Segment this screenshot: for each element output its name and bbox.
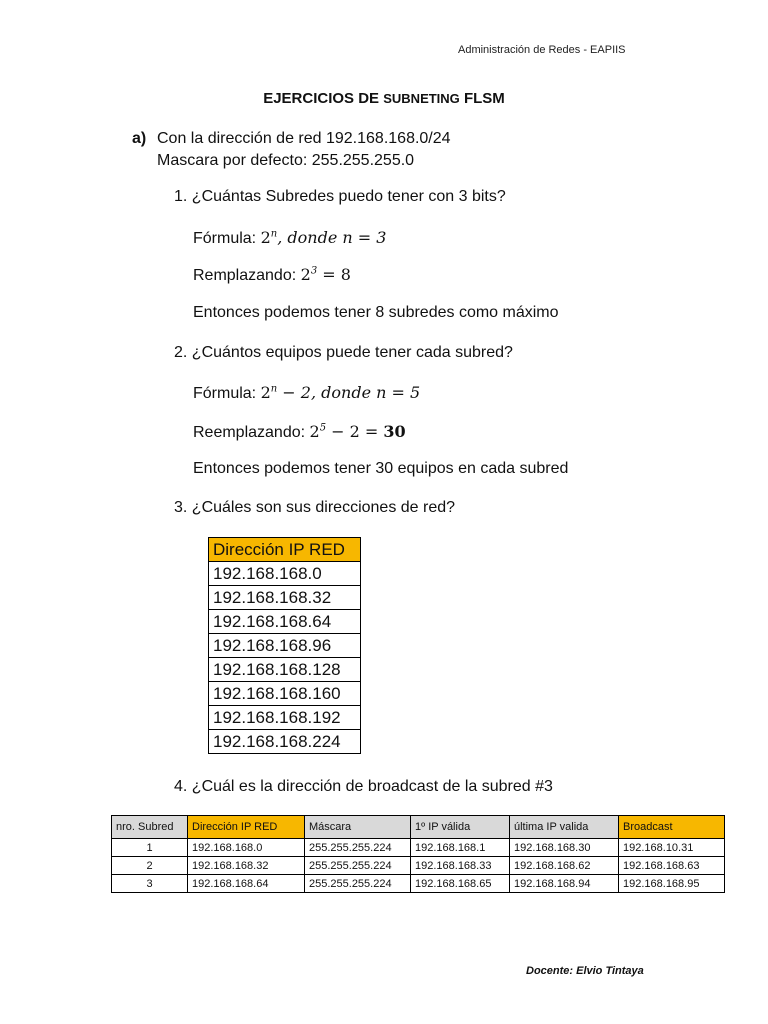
default-mask-line: Mascara por defecto: 255.255.255.0 bbox=[157, 152, 415, 169]
cell-network-address: 192.168.168.0 bbox=[188, 839, 305, 857]
q1-conclusion: Entonces podemos tener 8 subredes como máximo bbox=[193, 304, 559, 321]
q2-replace-result: 30 bbox=[383, 422, 406, 441]
exercise-label: a) bbox=[132, 130, 147, 147]
q1-replace-exponent: 3 bbox=[310, 265, 318, 277]
table-header-cell: Dirección IP RED bbox=[209, 538, 361, 562]
cell-subnet-number: 2 bbox=[112, 857, 188, 875]
question-3: 3. ¿Cuáles son sus direcciones de red? bbox=[174, 499, 456, 516]
subnet-table-header bbox=[112, 816, 725, 839]
document-header: Administración de Redes - EAPIIS bbox=[458, 44, 626, 56]
question-1: 1. ¿Cuántas Subredes puedo tener con 3 bits? bbox=[174, 188, 506, 205]
table-row bbox=[112, 875, 725, 893]
q2-formula bbox=[193, 383, 420, 403]
cell-broadcast: 192.168.168.95 bbox=[619, 875, 725, 893]
address-cell: 192.168.168.128 bbox=[209, 658, 361, 682]
table-row bbox=[112, 857, 725, 875]
cell-network-address: 192.168.168.32 bbox=[188, 857, 305, 875]
q1-formula bbox=[193, 228, 386, 248]
col-mask: Máscara bbox=[305, 816, 411, 839]
cell-last-valid-ip: 192.168.168.62 bbox=[510, 857, 619, 875]
q1-replace-label: Remplazando: bbox=[193, 267, 301, 284]
table-row bbox=[209, 730, 361, 754]
table-row bbox=[209, 634, 361, 658]
title-part-3: FLSM bbox=[459, 90, 505, 107]
table-row bbox=[209, 706, 361, 730]
col-last-valid-ip: última IP valida bbox=[510, 816, 619, 839]
question-2: 2. ¿Cuántos equipos puede tener cada subred? bbox=[174, 344, 513, 361]
table-row bbox=[209, 610, 361, 634]
q2-formula-expression bbox=[261, 383, 421, 402]
title-part-2: SUBNETING bbox=[383, 91, 460, 106]
col-network-address: Dirección IP RED bbox=[188, 816, 305, 839]
network-address-line: Con la dirección de red 192.168.168.0/24 bbox=[157, 130, 451, 147]
q2-formula-rest: − 2, donde n = 5 bbox=[277, 383, 421, 402]
q1-replace-base: 2 bbox=[300, 265, 311, 284]
table-row bbox=[209, 658, 361, 682]
subnet-table bbox=[111, 815, 725, 893]
address-cell: 192.168.168.224 bbox=[209, 730, 361, 754]
cell-broadcast: 192.168.10.31 bbox=[619, 839, 725, 857]
cell-last-valid-ip: 192.168.168.30 bbox=[510, 839, 619, 857]
cell-last-valid-ip: 192.168.168.94 bbox=[510, 875, 619, 893]
q1-formula-expression bbox=[261, 228, 387, 247]
address-cell: 192.168.168.64 bbox=[209, 610, 361, 634]
q2-replace-rest: − 2 = bbox=[326, 422, 384, 441]
cell-mask: 255.255.255.224 bbox=[305, 857, 411, 875]
q2-conclusion: Entonces podemos tener 30 equipos en cada subred bbox=[193, 460, 569, 477]
address-cell: 192.168.168.160 bbox=[209, 682, 361, 706]
q2-replace-label: Reemplazando: bbox=[193, 424, 310, 441]
question-4: 4. ¿Cuál es la dirección de broadcast de la subred #3 bbox=[174, 778, 553, 795]
cell-first-valid-ip: 192.168.168.33 bbox=[411, 857, 510, 875]
q2-formula-base: 2 bbox=[260, 383, 271, 402]
cell-first-valid-ip: 192.168.168.65 bbox=[411, 875, 510, 893]
q2-formula-exponent: n bbox=[270, 383, 278, 395]
table-row bbox=[112, 839, 725, 857]
cell-mask: 255.255.255.224 bbox=[305, 875, 411, 893]
q2-replace-base: 2 bbox=[309, 422, 320, 441]
q2-replace-exponent: 5 bbox=[319, 422, 327, 434]
network-address-table bbox=[208, 537, 361, 754]
q1-formula-rest: , donde n = 3 bbox=[277, 228, 387, 247]
address-cell: 192.168.168.32 bbox=[209, 586, 361, 610]
cell-broadcast: 192.168.168.63 bbox=[619, 857, 725, 875]
cell-first-valid-ip: 192.168.168.1 bbox=[411, 839, 510, 857]
cell-network-address: 192.168.168.64 bbox=[188, 875, 305, 893]
q2-formula-label: Fórmula: bbox=[193, 385, 261, 402]
address-cell: 192.168.168.96 bbox=[209, 634, 361, 658]
table-row bbox=[209, 586, 361, 610]
q2-replace-expression bbox=[310, 422, 406, 441]
col-broadcast: Broadcast bbox=[619, 816, 725, 839]
table-header-row bbox=[209, 538, 361, 562]
cell-subnet-number: 3 bbox=[112, 875, 188, 893]
q1-formula-base: 2 bbox=[260, 228, 271, 247]
address-cell: 192.168.168.0 bbox=[209, 562, 361, 586]
col-first-valid-ip: 1º IP válida bbox=[411, 816, 510, 839]
q1-replacement bbox=[193, 265, 351, 285]
exercise-intro bbox=[132, 128, 451, 172]
col-subnet-number: nro. Subred bbox=[112, 816, 188, 839]
q2-replacement bbox=[193, 422, 406, 442]
page-title bbox=[0, 90, 768, 107]
address-cell: 192.168.168.192 bbox=[209, 706, 361, 730]
q1-formula-exponent: n bbox=[270, 228, 278, 240]
q1-replace-rest: = 8 bbox=[317, 265, 351, 284]
cell-subnet-number: 1 bbox=[112, 839, 188, 857]
q1-replace-expression bbox=[301, 265, 351, 284]
document-footer: Docente: Elvio Tintaya bbox=[526, 965, 644, 977]
table-row bbox=[209, 562, 361, 586]
cell-mask: 255.255.255.224 bbox=[305, 839, 411, 857]
title-part-1: EJERCICIOS DE bbox=[263, 90, 384, 107]
table-row bbox=[209, 682, 361, 706]
q1-formula-label: Fórmula: bbox=[193, 230, 261, 247]
